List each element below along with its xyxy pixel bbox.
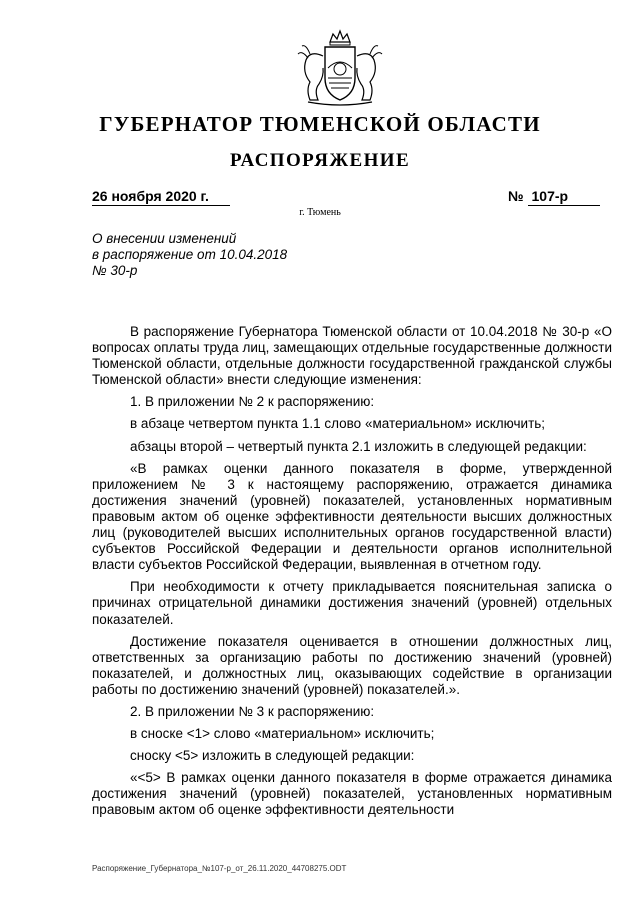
coat-of-arms-icon: [292, 28, 388, 110]
document-date: 26 ноября 2020 г.: [92, 188, 230, 206]
body-paragraph: 1. В приложении № 2 к распоряжению:: [130, 394, 375, 410]
body-paragraph: «<5> В рамках оценки данного показателя в форме отражается динамика достижения значений (уровней) показателей, установленных нормативным правовым актом об оценке эффективности деятельности: [92, 770, 612, 818]
document-body: [92, 324, 612, 825]
body-paragraph: «В рамках оценки данного показателя в форме, утвержденной приложением № 3 к настоящему распоряжению, отражается динамика достижения значений (уровней) показателей, установленных нормативным правовым актом об оценке эффективности деятельности высших должностных лиц (руководителей высших исполнительных органов государственной власти) субъектов Российской Федерации и деятельности органов исполнительной власти субъектов Российской Федерации, выявленная в отчетном году.: [92, 460, 612, 573]
document-number: [508, 188, 600, 206]
body-paragraph: Достижение показателя оценивается в отношении должностных лиц, ответственных за организацию работы по достижению значений (уровней) показателей, и должностных лиц, оказывающих содействие в организации работы по достижению значений (уровней) показателей.».: [92, 633, 612, 697]
body-paragraph: в абзаце четвертом пункта 1.1 слово «материальном» исключить;: [130, 416, 546, 432]
subject-line: № 30-р: [92, 263, 138, 278]
body-paragraph: В распоряжение Губернатора Тюменской области от 10.04.2018 № 30-р «О вопросах оплаты труда лиц, замещающих отдельные государственные должности Тюменской области, отдельные должности государственной гражданской службы Тюменской области» внести следующие изменения:: [92, 324, 612, 388]
body-paragraph: При необходимости к отчету прикладывается пояснительная записка о причинах отрицательной динамики достижения значений (уровней) отдельных показателей.: [92, 579, 612, 627]
subject-line: О внесении изменений: [92, 231, 237, 246]
number-prefix: №: [508, 188, 524, 204]
body-paragraph: в сноске <1> слово «материальном» исключить;: [130, 726, 435, 742]
document-subject: [92, 231, 352, 279]
body-paragraph: абзацы второй – четвертый пункта 2.1 изложить в следующей редакции:: [130, 438, 587, 454]
body-paragraph: сноску <5> изложить в следующей редакции:: [130, 748, 415, 764]
organization-title: ГУБЕРНАТОР ТЮМЕНСКОЙ ОБЛАСТИ: [99, 112, 541, 136]
document-type: РАСПОРЯЖЕНИЕ: [229, 150, 411, 171]
footer-filename: Распоряжение_Губернатора_№107-р_от_26.11.2020_44708275.ODT: [92, 864, 347, 873]
subject-line: в распоряжение от 10.04.2018: [92, 247, 288, 262]
number-value: 107-р: [528, 188, 600, 206]
body-paragraph: 2. В приложении № 3 к распоряжению:: [130, 703, 375, 719]
document-city: г. Тюмень: [299, 207, 341, 218]
